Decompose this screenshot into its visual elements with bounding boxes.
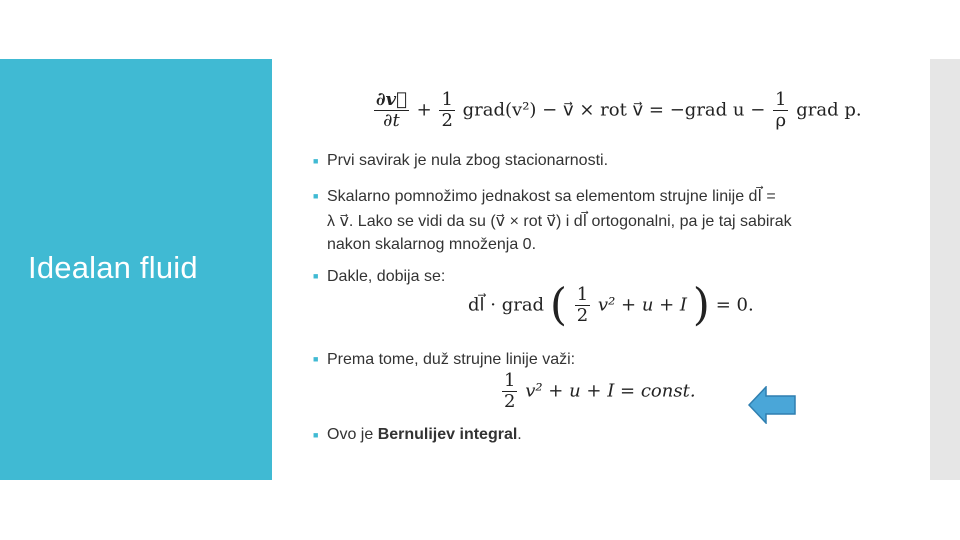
left-arrow-icon[interactable] [748,386,796,424]
slide-title: Idealan fluid [28,250,198,285]
bullet-marker: ■ [313,156,319,166]
dl-grad-equation: dl⃗ · grad ( $\frac{1}{2}$ v² + u + I ) = 0. [468,279,754,331]
bullet-text-2b: λ v⃗. Lako se vidi da su (v⃗ × rot v⃗) i dl⃗ ortogonalni, pa je taj sabirak [327,213,792,230]
bullet-text-4: Prema tome, duž strujne linije važi: [327,351,576,368]
frac-num: ∂v⃗ [376,89,407,110]
arrow-shape [749,387,795,423]
const-equation: $\frac{1}{2}$ v² + u + I = const. [504,370,696,412]
bullet-text-2c: nakon skalarnog množenja 0. [327,236,537,253]
bullet-marker: ■ [313,191,319,201]
bullet-text-1: Prvi savirak je nula zbog stacionarnosti. [327,152,609,169]
bullet-marker: ■ [313,354,319,364]
euler-middle: grad(v²) − v⃗ × rot v⃗ = −grad u − [462,99,766,121]
euler-end: grad p. [796,99,862,121]
bullet-text-2a: Skalarno pomnožimo jednakost sa elementom strujne linije dl⃗ = [327,188,776,205]
frac-den: ∂t [383,110,400,131]
bullet-text-5: Ovo je Bernulijev integral. [327,426,522,443]
side-bar [930,59,960,480]
bullet-marker: ■ [313,430,319,440]
bullet-marker: ■ [313,271,319,281]
bullet-text-3: Dakle, dobija se: [327,268,446,285]
euler-equation: $\frac{\partial v⃗}{\partial t}$ + $\frac{1}{2}$ grad(v²) − v⃗ × rot v⃗ = −grad u − $\frac{1}{\rho}$ grad p. [376,89,862,131]
bernoulli-term: Bernulijev integral [377,426,518,443]
